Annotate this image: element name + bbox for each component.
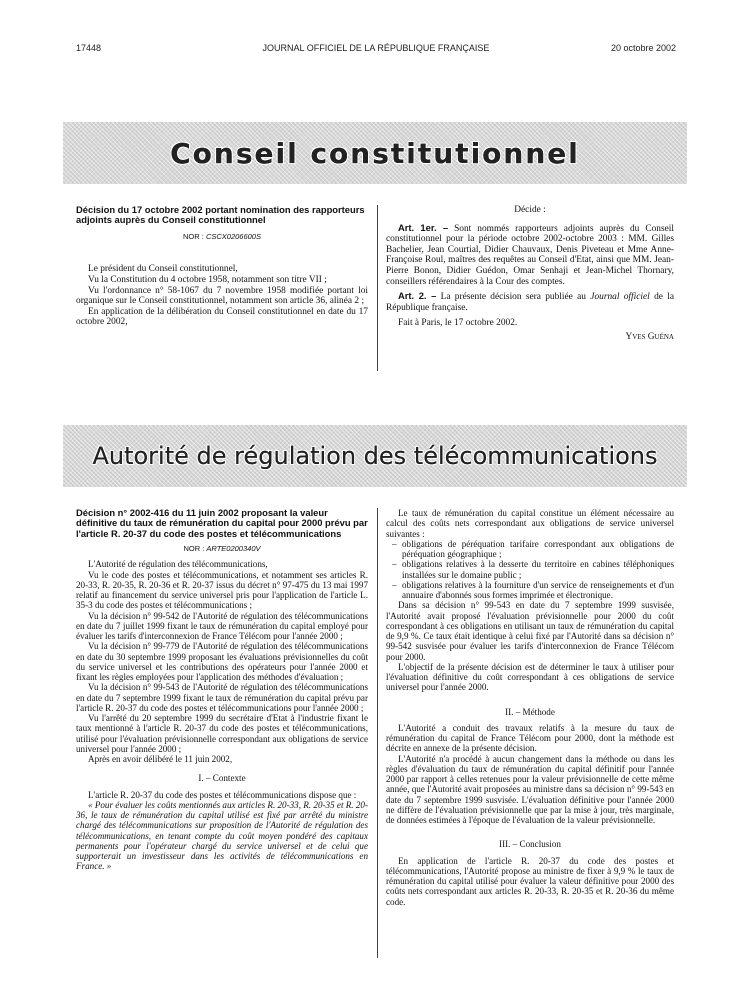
issue-date: 20 octobre 2002 — [610, 43, 676, 53]
paragraph: Vu la décision n° 99-779 de l'Autorité de régulation des télécommunications en date du 30 septembre 1999 proposant les évaluations prévisionnelles du coût du service universel et les contributions des opérateurs pour l'année 2000 et fixant les règles employées pour l'application des méthodes d'évaluation ; — [76, 641, 368, 683]
nor-label: NOR : — [183, 544, 207, 554]
section-heading: III. – Conclusion — [499, 839, 561, 850]
signature: Yves Guéna — [625, 331, 674, 342]
nor-label: NOR : — [183, 231, 206, 241]
section-heading: I. – Contexte — [198, 773, 246, 784]
article-text: La présente décision sera publiée au — [436, 292, 591, 303]
list-item: – obligations relatives à la desserte du territoire en cabines téléphoniques installées sur le domaine public ; — [402, 559, 674, 580]
article-text: Sont nommés rapporteurs adjoints auprès du Conseil constitutionnel pour la période octobre 2002-octobre 2003 : MM. Gilles Bachelier, Jean Courtial, Didier Chauvaux, Denis Piveteau et Mme Anne-Françoise Roul, maîtres des requêtes au Conseil d'Etat, ainsi que MM. Jean-Pierre Bonon, Didier Guédon, Omar Senhaji et Jean-Michel Thornary, conseillers référendaires à la Cour des comptes. — [386, 223, 674, 287]
nor-code: CSCX0206600S — [205, 231, 261, 241]
article-label: Art. 2. – — [398, 290, 437, 302]
section-banner-art — [63, 425, 687, 487]
column-divider — [377, 508, 378, 958]
page-header — [76, 43, 676, 57]
paragraph: Le président du Conseil constitutionnel, — [88, 264, 238, 275]
decide-label: Décide : — [514, 205, 546, 215]
article-label: Art. 1er. – — [398, 221, 449, 233]
decision-title: Décision n° 2002-416 du 11 juin 2002 proposant la valeur définitive du taux de rémunération du capital pour 2000 prévu par l'article R. 20-37 du code des postes et télécommunications — [76, 507, 368, 539]
section1-left-column — [76, 205, 368, 328]
decision-title: Décision du 17 octobre 2002 portant nomination des rapporteurs adjoints auprès du Conseil constitutionnel — [76, 204, 365, 226]
article-1 — [386, 223, 674, 288]
paragraph: En application de la délibération du Conseil constitutionnel en date du 17 octobre 2002, — [76, 306, 368, 328]
paragraph: L'Autorité de régulation des télécommunications, — [88, 559, 268, 570]
journal-title: JOURNAL OFFICIEL DE LA RÉPUBLIQUE FRANÇAISE — [262, 43, 490, 53]
section2-right-column — [386, 508, 674, 907]
paragraph: Vu la décision n° 99-543 de l'Autorité de régulation des télécommunications en date du 7 septembre 1999 fixant le taux de rémunération du capital prévu par l'article R. 20-37 du code des postes et télécommunications pour l'année 2000 ; — [76, 682, 368, 713]
paragraph: Dans sa décision n° 99-543 en date du 7 septembre 1999 susvisée, l'Autorité avait proposé l'évaluation prévisionnelle pour 2000 du coût correspondant à ces obligations en utilisant un taux de rémunération du capital de 9,9 %. Ce taux était identique à celui fixé par l'Autorité dans sa décision n° 99-542 susvisée pour évaluer les tarifs d'interconnexion de France Télécom pour 2000. — [386, 600, 674, 662]
section-banner-conseil — [63, 122, 687, 184]
legal-quote: « Pour évaluer les coûts mentionnés aux articles R. 20-33, R. 20-35 et R. 20-36, le taux de rémunération du capital utilisé est fixé par arrêté du ministre chargé des télécommunications sur proposition de l'Autorité de régulation des télécommunications, en tenant compte du coût moyen pondéré des capitaux permanents pour l'opérateur chargé du service universel et de celui que supporterait un investisseur dans les activités de télécommunications en France. » — [76, 799, 368, 872]
column-divider — [377, 205, 378, 371]
article-text: de la République française. — [386, 292, 674, 313]
page-number: 17448 — [76, 43, 102, 53]
section1-right-column — [386, 205, 674, 343]
list-item: – obligations relatives à la fourniture d'un service de renseignements et d'un annuaire d'abonnés sous formes imprimée et électronique. — [402, 580, 674, 601]
journal-name: Journal officiel — [590, 292, 650, 303]
nor-reference — [76, 232, 368, 243]
paragraph: Vu la décision n° 99-542 de l'Autorité de régulation des télécommunications en date du 7 juillet 1999 fixant le taux de rémunération du capital employé pour évaluer les tarifs d'interconnexion de France Télécom pour l'année 2000 ; — [76, 610, 368, 642]
paragraph: L'Autorité n'a procédé à aucun changement dans la méthode ou dans les règles d'évaluation du taux de rémunération du capital définitif pour l'année 2000 par rapport à celles retenues pour la valeur prévisionnelle de cette même année, que l'Autorité avait proposées au ministre dans sa décision n° 99-543 en date du 7 septembre 1999 susvisée. L'évaluation définitive pour l'année 2000 ne diffère de l'évaluation prévisionnelle que par la mise à jour, très marginale, de données estimées à l'époque de l'évaluation de la valeur prévisionnelle. — [386, 753, 674, 825]
paragraph: Vu l'arrêté du 20 septembre 1999 du secrétaire d'Etat à l'industrie fixant le taux mentionné à l'article R. 20-37 du code des postes et télécommunications, utilisé pour l'évaluation prévisionnelle correspondant aux obligations de service universel pour l'année 2000 ; — [76, 713, 368, 754]
section-heading: II. – Méthode — [505, 706, 555, 717]
paragraph: L'article R. 20-37 du code des postes et télécommunications dispose que : — [88, 789, 357, 800]
article-2 — [386, 291, 674, 313]
banner-title: Autorité de régulation des télécommunications — [92, 442, 658, 470]
list-item: – obligations de péréquation tarifaire correspondant aux obligations de péréquation géographique ; — [402, 539, 674, 560]
paragraph: Vu la Constitution du 4 octobre 1958, notamment son titre VII ; — [88, 275, 327, 285]
paragraph: Vu l'ordonnance n° 58-1067 du 7 novembre 1958 modifiée portant loi organique sur le Conseil constitutionnel, notamment son article 36, alinéa 2 ; — [76, 285, 368, 307]
paragraph: Après en avoir délibéré le 11 juin 2002, — [88, 754, 233, 765]
paragraph: L'objectif de la présente décision est de déterminer le taux à utiliser pour l'évaluation définitive du coût correspondant à ces obligations de service universel pour l'année 2000. — [386, 661, 674, 693]
obligations-list — [386, 539, 674, 601]
paragraph: L'Autorité a conduit des travaux relatifs à la mesure du taux de rémunération du capital de France Télécom pour 2000, dont la méthode est décrite en annexe de la présente décision. — [386, 722, 674, 754]
nor-code: ARTE0200340V — [206, 544, 261, 554]
banner-title: Conseil constitutionnel — [170, 136, 580, 170]
section2-left-column — [76, 508, 368, 872]
nor-reference — [76, 544, 368, 554]
signature-place-date: Fait à Paris, le 17 octobre 2002. — [398, 318, 518, 329]
paragraph: Le taux de rémunération du capital constitue un élément nécessaire au calcul des coûts nets correspondant aux obligations de service universel suivantes : — [386, 508, 674, 539]
paragraph: En application de l'article R. 20-37 du code des postes et télécommunications, l'Autorité propose au ministre de fixer à 9,9 % le taux de rémunération du capital utilisé pour évaluer la valeur définitive pour 2000 des coûts nets correspondant aux articles R. 20-33, R. 20-35 et R. 20-36 du même code. — [386, 855, 674, 907]
paragraph: Vu le code des postes et télécommunications, et notamment ses articles R. 20-33, R. 20-35, R. 20-36 et R. 20-37 issus du décret n° 97-475 du 13 mai 1997 relatif au financement du service universel pris pour l'application de l'article L. 35-3 du code des postes et télécommunications ; — [76, 569, 368, 611]
